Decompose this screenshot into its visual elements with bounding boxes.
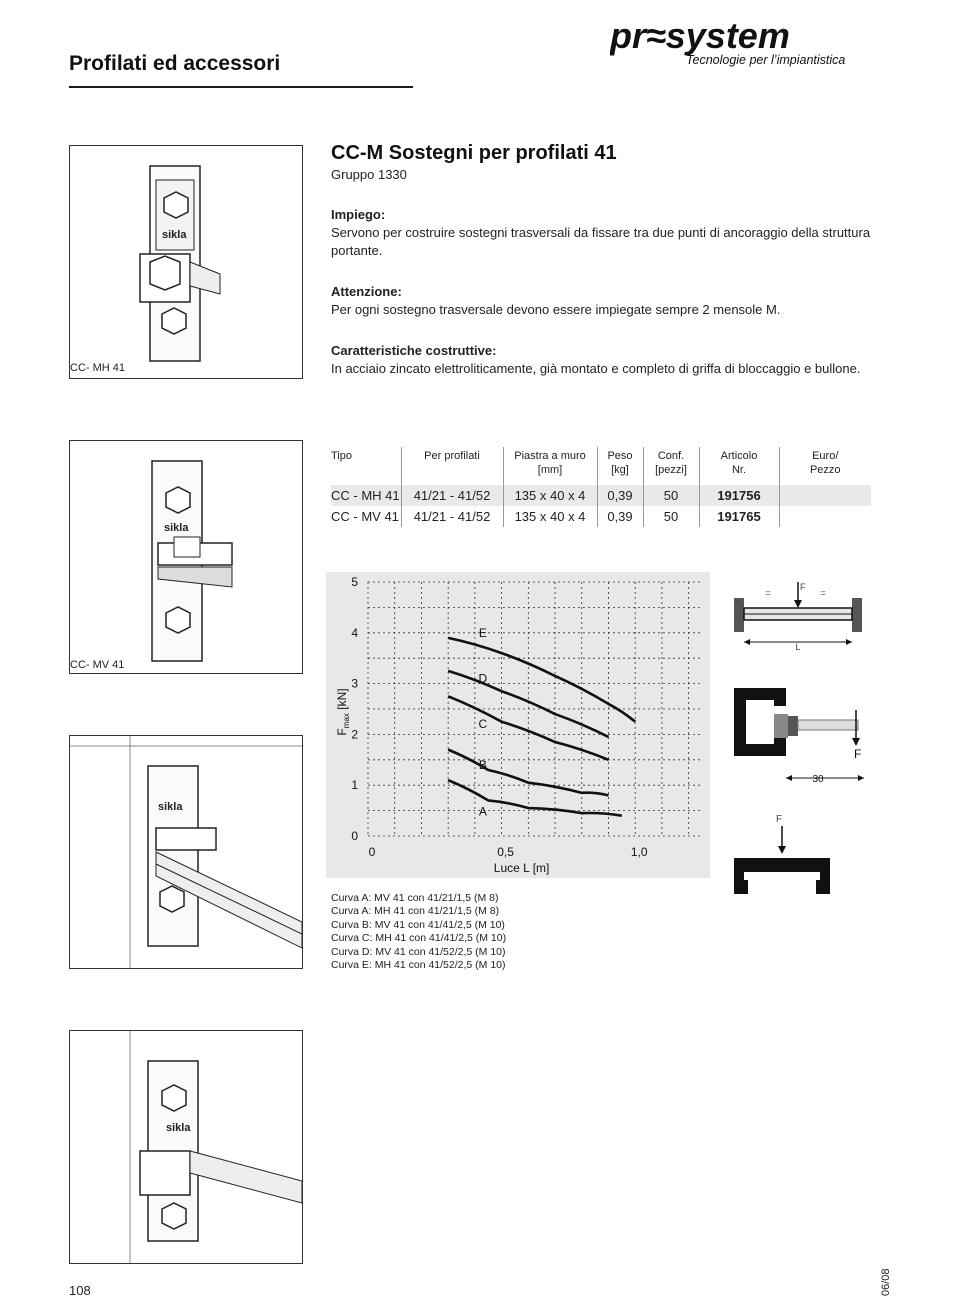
force-label: F — [854, 747, 862, 761]
spec-table — [331, 447, 871, 527]
date-code: 06/08 — [880, 1268, 892, 1296]
series-label-A: A — [478, 804, 487, 819]
cell-peso: 0,39 — [597, 506, 643, 527]
mh41-wall-illustration — [70, 1031, 302, 1263]
technical-diagrams — [728, 576, 870, 896]
table-row — [331, 485, 871, 506]
chart-tick-labels — [351, 575, 648, 859]
curves-legend — [331, 892, 506, 972]
legend-line: Curva C: MH 41 con 41/41/2,5 (M 10) — [331, 932, 507, 945]
product-group: Gruppo 1330 — [331, 167, 407, 182]
dimension-label: 30 — [812, 774, 824, 785]
legend-line: Curva D: MV 41 con 41/52/2,5 (M 10) — [331, 945, 506, 958]
logo-tagline: Tecnologie per l’impiantistica — [686, 53, 846, 67]
section-side-diagram — [734, 688, 864, 785]
cell-articolo: 191756 — [699, 485, 779, 506]
product-image-mh41 — [69, 145, 303, 379]
cell-piastra: 135 x 40 x 4 — [503, 485, 597, 506]
chart-y-axis-label — [335, 688, 351, 735]
section-attenzione — [331, 283, 891, 319]
product-title: CC-M Sostegni per profilati 41 — [331, 142, 617, 164]
ylabel-main: F — [335, 728, 349, 736]
cell-conf: 50 — [643, 506, 699, 527]
series-label-D: D — [478, 671, 488, 686]
logo-text: pr≈system — [610, 15, 790, 56]
cell-euro — [779, 485, 871, 506]
section-heading: Attenzione: — [331, 284, 402, 299]
series-label-C: C — [478, 717, 488, 732]
channel-profile-diagram — [734, 814, 830, 894]
force-label: F — [800, 582, 806, 592]
force-label: F — [776, 814, 783, 825]
section-text: In acciaio zincato elettroliticamente, già montato e completo di griffa di bloccaggio e bullone. — [331, 361, 861, 376]
legend-line: Curva B: MV 41 con 41/41/2,5 (M 10) — [331, 918, 505, 931]
product-image-mv41 — [69, 440, 303, 674]
sikla-mark: sikla — [166, 1122, 191, 1134]
y-tick-label: 5 — [351, 575, 358, 589]
mv41-installed-illustration — [70, 736, 302, 968]
svg-text:Fmax [kN] — [335, 688, 351, 735]
cell-peso: 0,39 — [597, 485, 643, 506]
prosystem-logo — [610, 12, 850, 74]
col-header-conf: Conf. [pezzi] — [643, 447, 699, 485]
equal-mark: = — [820, 588, 826, 598]
legend-line: Curva A: MH 41 con 41/21/1,5 (M 8) — [331, 905, 500, 918]
product-image-mv41-installed — [69, 735, 303, 969]
chart-series — [448, 626, 635, 819]
sikla-mark: sikla — [164, 522, 189, 534]
y-tick-label: 0 — [351, 829, 358, 843]
sikla-mark: sikla — [162, 229, 187, 241]
cell-articolo: 191765 — [699, 506, 779, 527]
header-rule — [69, 86, 413, 88]
col-header-piastra: Piastra a muro [mm] — [503, 447, 597, 485]
beam-load-diagram — [734, 582, 862, 652]
y-tick-label: 1 — [351, 778, 358, 793]
y-tick-label: 4 — [351, 625, 358, 640]
load-chart — [326, 572, 710, 878]
col-header-profilati: Per profilati — [401, 447, 503, 485]
section-caratteristiche — [331, 342, 891, 378]
x-tick-label: 0,5 — [497, 845, 514, 859]
page-number: 108 — [69, 1283, 91, 1298]
cell-tipo: CC - MV 41 — [331, 509, 399, 524]
table-row — [331, 506, 871, 527]
legend-line: Curva E: MH 41 con 41/52/2,5 (M 10) — [331, 959, 506, 972]
cell-euro — [779, 506, 871, 527]
cell-conf: 50 — [643, 485, 699, 506]
series-label-B: B — [478, 757, 487, 772]
image-label: CC- MH 41 — [70, 362, 126, 374]
mv41-bracket-illustration — [70, 441, 302, 673]
cell-tipo: CC - MH 41 — [331, 485, 401, 506]
x-tick-label: 0 — [368, 845, 376, 859]
ylabel-sub: max — [342, 713, 351, 729]
chart-grid — [368, 582, 702, 836]
section-heading: Impiego: — [331, 207, 386, 222]
section-impiego — [331, 206, 891, 260]
col-header-articolo: Articolo Nr. — [699, 447, 779, 485]
chart-x-axis-label: Luce L [m] — [493, 861, 550, 875]
product-image-mh41-wall — [69, 1030, 303, 1264]
section-heading: Caratteristiche costruttive: — [331, 343, 497, 358]
span-label: L — [795, 642, 801, 652]
equal-mark: = — [765, 588, 771, 598]
cell-profilati: 41/21 - 41/52 — [401, 485, 503, 506]
cell-piastra: 135 x 40 x 4 — [503, 506, 597, 527]
y-tick-label: 2 — [351, 727, 358, 742]
table-header-row — [331, 447, 871, 485]
legend-line: Curva A: MV 41 con 41/21/1,5 (M 8) — [331, 892, 499, 904]
ylabel-unit: [kN] — [335, 688, 349, 710]
section-text: Per ogni sostegno trasversale devono essere impiegate sempre 2 mensole M. — [331, 302, 781, 317]
y-tick-label: 3 — [351, 676, 358, 691]
col-header-peso: Peso [kg] — [597, 447, 643, 485]
sikla-mark: sikla — [158, 801, 183, 813]
col-header-tipo: Tipo — [331, 450, 352, 462]
mh41-bracket-illustration — [70, 146, 302, 378]
col-header-euro: Euro/ Pezzo — [779, 447, 871, 485]
section-text: Servono per costruire sostegni trasversali da fissare tra due punti di ancoraggio della struttura portante. — [331, 225, 871, 258]
image-label: CC- MV 41 — [70, 659, 125, 671]
cell-profilati: 41/21 - 41/52 — [401, 506, 503, 527]
series-label-E: E — [478, 625, 487, 640]
x-tick-label: 1,0 — [630, 845, 648, 859]
page-title: Profilati ed accessori — [69, 52, 281, 75]
